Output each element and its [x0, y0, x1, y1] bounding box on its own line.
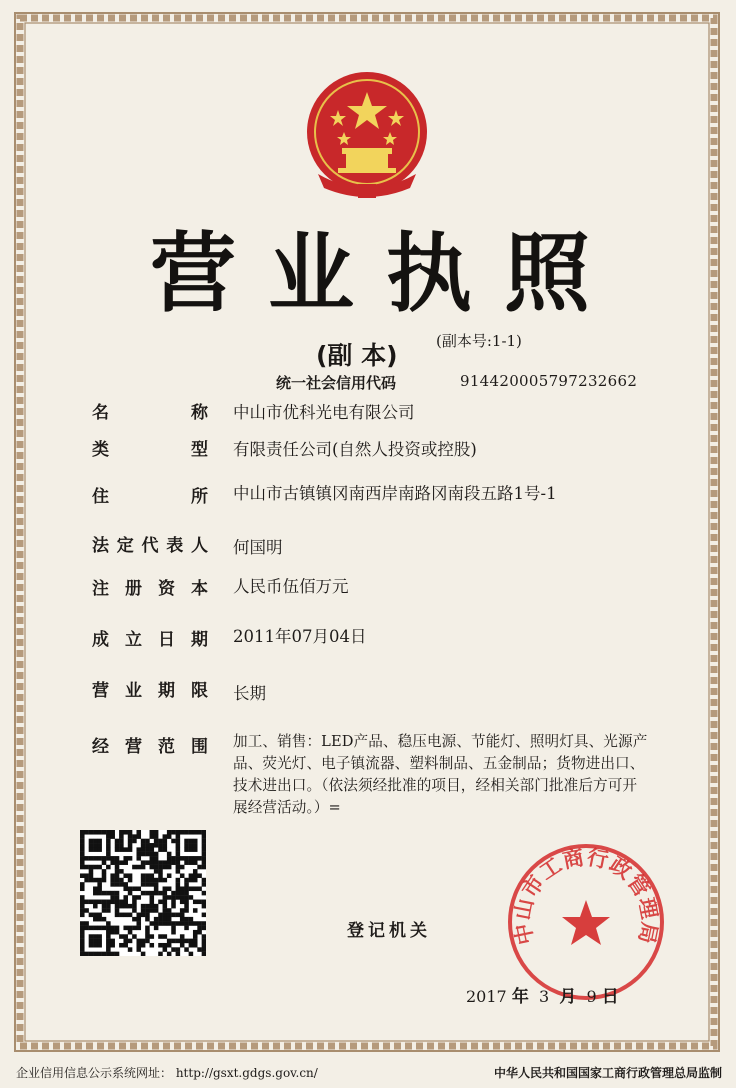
value-registered-capital: 人民币伍佰万元: [233, 577, 349, 596]
footer-website: 企业信用信息公示系统网址： http://gsxt.gdgs.gov.cn/: [16, 1066, 318, 1080]
scope-line: 技术进出口。（依法须经批准的项目，经相关部门批准后方可开: [233, 777, 638, 794]
value-name: 中山市优科光电有限公司: [233, 403, 415, 422]
label-name: 名 称: [92, 403, 208, 423]
document-title: 营 业 执 照: [150, 224, 590, 324]
label-business-term: 营 业 期 限: [92, 681, 208, 701]
label-establishment-date: 成 立 日 期: [92, 630, 208, 650]
scope-line: 加工、销售：LED产品、稳压电源、节能灯、照明灯具、光源产: [233, 733, 648, 750]
qr-code[interactable]: [80, 830, 206, 956]
copy-number: (副本号:1-1): [436, 332, 522, 350]
label-legal-representative: 法 定 代 表 人: [92, 536, 208, 556]
seal-text: 中山市工商行政管理局: [510, 845, 662, 947]
value-legal-representative: 何国明: [233, 538, 283, 557]
value-address: 中山市古镇镇冈南西岸南路冈南段五路1号-1: [233, 484, 557, 503]
value-establishment-date: 2011年07月04日: [233, 627, 367, 646]
national-emblem-icon: [298, 66, 436, 204]
copy-label: (副 本): [316, 341, 398, 370]
label-type: 类 型: [92, 440, 208, 460]
official-seal: [506, 842, 666, 1002]
issue-date: 2017 年 3 月 9 日: [466, 987, 619, 1007]
label-business-scope: 经 营 范 围: [92, 737, 208, 757]
footer-issuer: 中华人民共和国国家工商行政管理总局监制: [493, 1066, 722, 1080]
scope-line: 展经营活动。）=: [233, 799, 341, 816]
value-type: 有限责任公司(自然人投资或控股): [233, 440, 477, 459]
value-business-scope: [233, 731, 703, 819]
value-business-term: 长期: [233, 684, 266, 703]
credit-code-value: 91442000579723266​2: [460, 372, 638, 390]
credit-code-label: 统一社会信用代码: [276, 374, 397, 392]
label-address: 住 所: [92, 487, 208, 507]
registration-authority: 登记机关: [347, 921, 431, 941]
label-registered-capital: 注 册 资 本: [92, 579, 208, 599]
seal-star-icon: [562, 900, 610, 945]
scope-line: 品、荧光灯、电子镇流器、塑料制品、五金制品；货物进出口、: [233, 755, 645, 772]
